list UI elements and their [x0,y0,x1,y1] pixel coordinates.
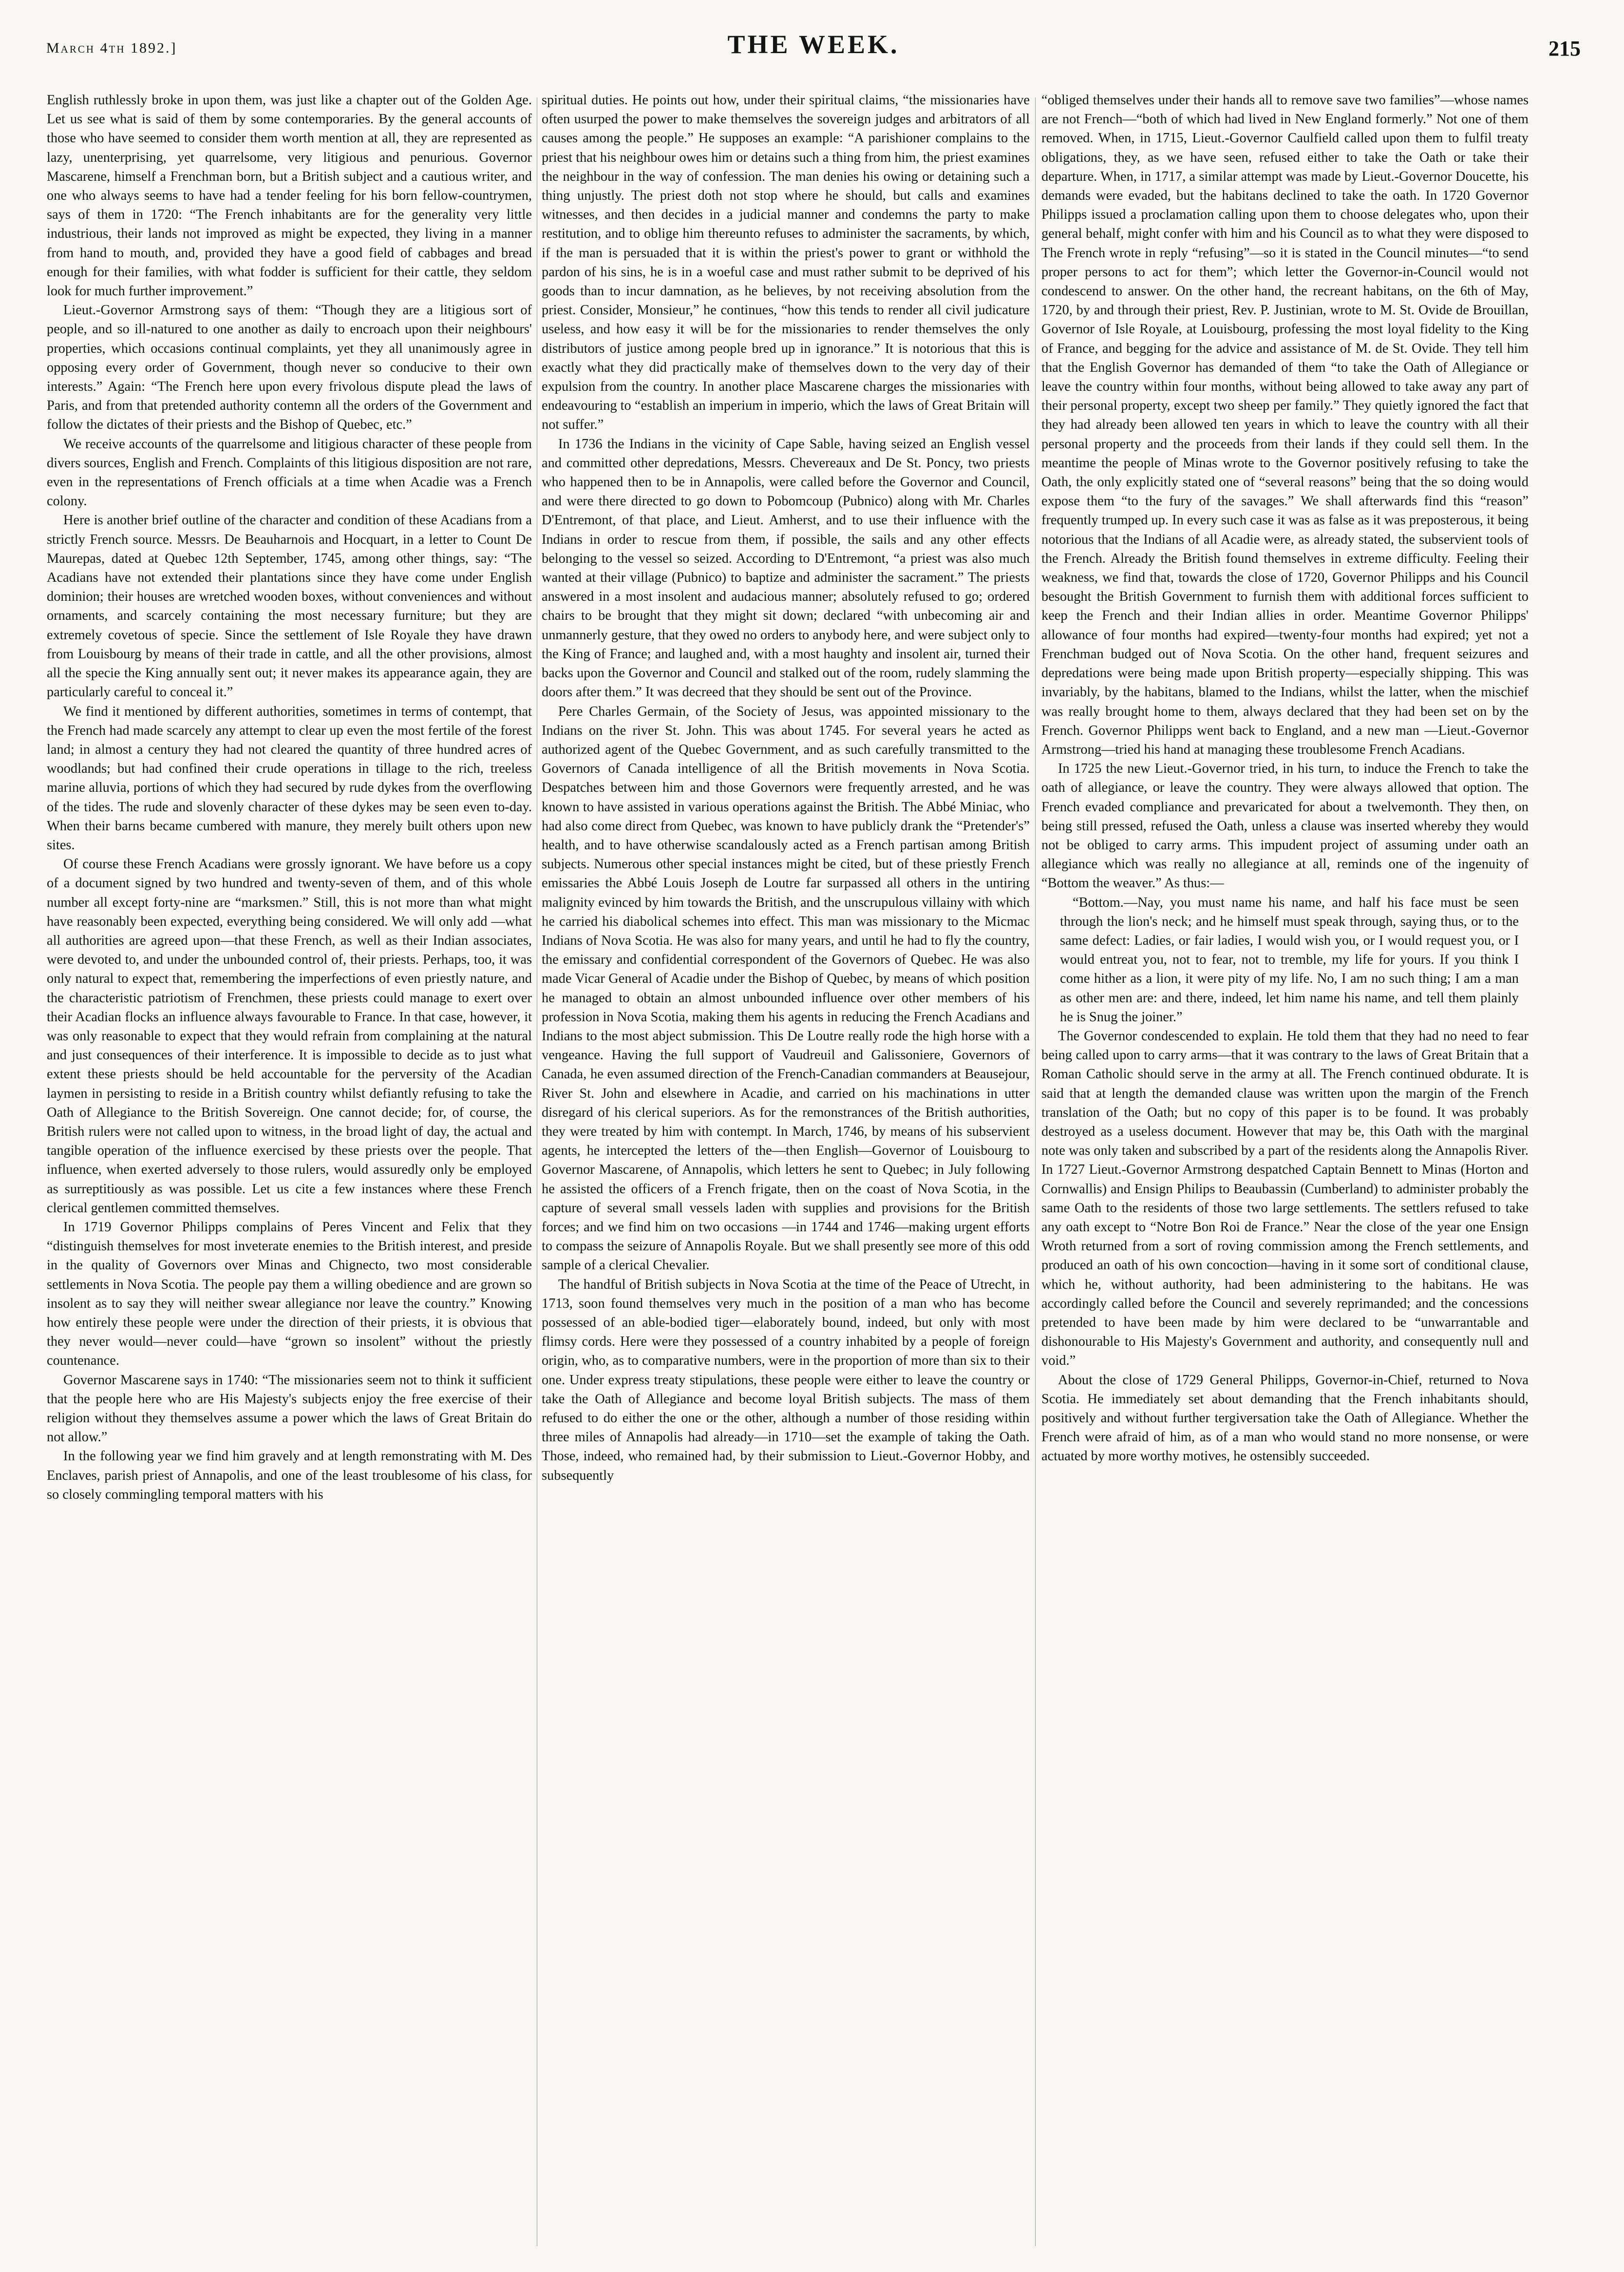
paragraph: In 1736 the Indians in the vicinity of Cape Sable, having seized an English vessel and committed other depredations, Messrs. Chevereaux and De St. Poncy, two priests who happened then to be in Annapolis, were called before the Governor and Council, and were there directed to go down to Pobomcoup (Pubnico) along with Mr. Charles D'Entremont, of that place, and Lieut. Amherst, and to use their influence with the Indians in order to rescue from them, if possible, the sails and any other effects belonging to the vessel so seized. According to D'Entremont, “a priest was also much wanted at their village (Pubnico) to baptize and administer the sacrament.” The priests answered in a most insolent and audacious manner; absolutely refused to go; ordered chairs to be brought that they might sit down; declared “with unbecoming air and unmannerly gesture, that they owed no orders to anybody here, and were subject only to the King of France; and laughed and, with a most haughty and insolent air, turned their backs upon the Governor and Council and stalked out of the room, rudely slamming the doors after them.” It was decreed that they should be sent out of the Province. [542,436,1030,700]
block-quote: “Bottom.—Nay, you must name his name, and half his face must be seen through the lion's neck; and he himself must speak through, saying thus, or to the same defect: Ladies, or fair ladies, I would wish you, or I would request you, or I would entreat you, not to fear, not to tremble, my life for yours. If you think I come hither as a lion, it were pity of my life. No, I am no such thing; I am a man as other men are: and there, indeed, let him name his name, and tell them plainly he is Snug the joiner.” [1060,895,1519,1025]
paragraph: About the close of 1729 General Philipps, Governor-in-Chief, returned to Nova Scotia. He immediately set about demanding that the French inhabitants should, positively and without further tergiversation take the Oath of Allegiance. Whether the French were afraid of him, as of a man who would stand no more nonsense, or were actuated by more worthy motives, he ostensibly succeeded. [1041,1372,1529,1464]
page-header [46,29,1581,63]
paragraph: Lieut.-Governor Armstrong says of them: “Though they are a litigious sort of people, and so ill-natured to one another as daily to encroach upon their neighbours' properties, which occasions continual complaints, yet they all unanimously agree in opposing every order of Government, though never so conducive to their own interests.” Again: “The French here upon every frivolous dispute plead the laws of Paris, and from that pretended authority contemn all the orders of the Government and follow the dictates of their priests and the Bishop of Quebec, etc.” [47,303,532,433]
paragraph: The Governor condescended to explain. He told them that they had no need to fear being called upon to carry arms—that it was contrary to the laws of Great Britain that a Roman Catholic should serve in the army at all. The French continued obdurate. It is said that at length the demanded clause was written upon the margin of the French translation of the Oath; but no copy of this paper is to be found. It was probably destroyed as a useless document. However that may be, this Oath with the marginal note was only taken and subscribed by a part of the residents along the Annapolis River. In 1727 Lieut.-Governor Armstrong despatched Captain Bennett to Minas (Horton and Cornwallis) and Ensign Philips to Beaubassin (Cumberland) to administer probably the same Oath to the residents of those two large settlements. The settlers refused to take any oath except to “Notre Bon Roi de France.” Near the close of the year one Ensign Wroth returned from a sort of roving commission among the French settlements, and produced an oath of his own concoction—having in it some sort of conditional clause, which he, without authority, had been administering to the habitans. He was accordingly called before the Council and severely reprimanded; and the concessions pretended to have been made by him were declared to be “unwarrantable and dishonourable to His Majesty's Government and authority, and consequently null and void.” [1041,1028,1529,1369]
issue-date: March 4th 1892.] [46,40,177,56]
paragraph: In 1725 the new Lieut.-Governor tried, in his turn, to induce the French to take the oath of allegiance, or leave the country. They were always allowed that option. The French evaded compliance and prevaricated for about a twelvemonth. They then, on being still pressed, refused the Oath, unless a clause was inserted whereby they would not be obliged to carry arms. This impudent project of assuming under oath an allegiance which was really no allegiance at all, reminds one of the ingenuity of “Bottom the weaver.” As thus:— [1041,761,1529,891]
paragraph: In 1719 Governor Philipps complains of Peres Vincent and Felix that they “distinguish themselves for most inveterate enemies to the British interest, and preside in the quality of Governors over Minas and Chignecto, two most considerable settlements in Nova Scotia. The people pay them a willing obedience and are grown so insolent as to say they will neither swear allegiance nor leave the country.” Knowing how entirely these people were under the direction of their priests, it is obvious that they never would—never could—have “grown so insolent” without the priestly countenance. [47,1219,532,1369]
paragraph: The handful of British subjects in Nova Scotia at the time of the Peace of Utrecht, in 1713, soon found themselves very much in the position of a man who has become possessed of an able-bodied tiger—elaborately bound, indeed, but only with most flimsy cords. Here were they possessed of a country inhabited by a people of foreign origin, who, as to comparative numbers, were in the proportion of more than six to their one. Under express treaty stipulations, these people were either to leave the country or take the Oath of Allegiance and become loyal British subjects. The mass of them refused to do either the one or the other, although a number of those residing within three miles of Annapolis had already—in 1710—set the example of taking the Oath. Those, indeed, who remained had, by their submission to Lieut.-Governor Hobby, and subsequently [542,1277,1030,1483]
paragraph: Of course these French Acadians were grossly ignorant. We have before us a copy of a document signed by two hundred and twenty-seven of them, and of this whole number all except forty-nine are “marksmen.” Still, this is not more than what might have reasonably been expected, everything being considered. We will only add —what all authorities are agreed upon—that these French, as well as their Indian associates, were devoted to, and under the unbounded control of, their priests. Perhaps, too, it was only natural to expect that, remembering the imperfections of even priestly nature, and the characteristic patriotism of Frenchmen, these priests could manage to exert over their Acadian flocks an influence always favourable to France. In that case, however, it was only reasonable to expect that they would refrain from complaining at the natural and just consequences of their interference. It is impossible to decide as to just what extent these priests should be held accountable for the perversity of the Acadian laymen in persisting to reside in a British country whilst defiantly refusing to take the Oath of Allegiance to the British Sovereign. One cannot decide; for, of course, the British rulers were not called upon to witness, in the broad light of day, the actual and tangible operation of the influence exercised by these priests over the people. That influence, when exerted adversely to those rulers, would assuredly only be employed as surreptitiously as was possible. Let us cite a few instances where these French clerical gentlemen committed themselves. [47,857,532,1216]
article-column-2 [542,91,1030,2254]
paragraph: spiritual duties. He points out how, under their spiritual claims, “the missionaries have often usurped the power to make themselves the sovereign judges and arbitrators of all causes among the people.” He supposes an example: “A parishioner complains to the priest that his neighbour owes him or detains such a thing from him, the priest examines the neighbour in the way of confession. The man denies his owing or detaining such a thing unjustly. The priest doth not stop where he should, but calls and examines witnesses, and then decides in a judicial manner and condemns the party to make restitution, and to oblige him thereunto refuses to administer the sacraments, by which, if the man is persuaded that it is within the priest's power to grant or withhold the pardon of his sins, he is in a woeful case and must rather submit to be deprived of his goods than to incur damnation, as he believes, by not receiving absolution from the priest. Consider, Monsieur,” he continues, “how this tends to render all civil judicature useless, and how easy it will be for the missionaries to render themselves the only distributors of justice among people bred up in ignorance.” It is notorious that this is exactly what they did practically make of themselves down to the very day of their expulsion from the country. In another place Mascarene charges the missionaries with endeavouring to “establish an imperium in imperio, which the laws of Great Britain will not suffer.” [542,93,1030,433]
paragraph: We find it mentioned by different authorities, sometimes in terms of contempt, that the French had made scarcely any attempt to clear up even the most fertile of the forest land; in almost a century they had not cleared the quantity of three hundred acres of woodlands; but had confined their crude operations in tillage to the rich, treeless marine alluvia, portions of which they had secured by rude dykes from the overflowing of the tides. The rude and slovenly character of these dykes may be seen even to-day. When their barns became cumbered with manure, they merely built others upon new sites. [47,704,532,853]
paragraph: In the following year we find him gravely and at length remonstrating with M. Des Enclaves, parish priest of Annapolis, and one of the least troublesome of his class, for so closely commingling temporal matters with his [47,1449,532,1502]
paragraph: Pere Charles Germain, of the Society of Jesus, was appointed missionary to the Indians on the river St. John. This was about 1745. For several years he acted as authorized agent of the Quebec Government, and as such carefully transmitted to the Governors of Canada intelligence of all the British movements in Nova Scotia. Despatches between him and those Governors were frequently arrested, and he was known to have assisted in various operations against the British. The Abbé Miniac, who had also come direct from Quebec, was known to have publicly drank the “Pretender's” health, and to have otherwise scandalously acted as a French partisan among British subjects. Numerous other special instances might be cited, but of these priestly French emissaries the Abbé Louis Joseph de Loutre far surpassed all others in the untiring malignity evinced by him towards the British, and the unscrupulous villainy with which he carried his diabolical schemes into effect. This man was missionary to the Micmac Indians of Nova Scotia. He was also for many years, and until he had to fly the country, the emissary and confidential correspondent of the Governors of Quebec. He was also made Vicar General of Acadie under the Bishop of Quebec, by means of which position he managed to obtain an almost unbounded influence over other members of his profession in Nova Scotia, making them his agents in reducing the French Acadians and Indians to the most abject submission. This De Loutre really rode the high horse with a vengeance. Having the full support of Vaudreuil and Galissoniere, Governors of Canada, he even assumed direction of the French-Canadian commanders at Beausejour, River St. John and elsewhere in Acadie, and carried on his machinations in utter disregard of his clerical superiors. As for the remonstrances of the British authorities, they were treated by him with contempt. In March, 1746, by means of his subservient agents, he intercepted the letters of the—then English—Governor of Louisbourg to Governor Mascarene, of Annapolis, which letters he sent to Quebec; in July following he assisted the officers of a French frigate, then on the coast of Nova Scotia, in the capture of several small vessels laden with supplies and provisions for the British forces; and we find him on two occasions —in 1744 and 1746—making urgent efforts to compass the seizure of Annapolis Royale. But we shall presently see more of this odd sample of a clerical Chevalier. [542,704,1030,1273]
paragraph: “obliged themselves under their hands all to remove save two families”—whose names are not French—“both of which had lived in New England formerly.” Not one of them removed. When, in 1715, Lieut.-Governor Caulfield called upon them to fulfil treaty obligations, they, as we have seen, refused either to take the Oath or take their departure. When, in 1717, a similar attempt was made by Lieut.-Governor Doucette, his demands were evaded, but the habitans declined to take the oath. In 1720 Governor Philipps issued a proclamation calling upon them to choose delegates who, upon their general behalf, might confer with him and his Council as to what they were disposed to The French wrote in reply “refusing”—so it is stated in the Council minutes—“to send proper persons to act for them”; which letter the Governor-in-Council would not condescend to answer. On the other hand, the recreant habitans, on the 6th of May, 1720, by and through their priest, Rev. P. Justinian, wrote to M. St. Ovide de Brouillan, Governor of Isle Royale, at Louisbourg, professing the most loyal fidelity to the King of France, and begging for the advice and assistance of M. de St. Ovide. They tell him that the English Governor has demanded of them “to take the Oath of Allegiance or leave the country within four months, without being allowed to take away any part of their personal property, except two sheep per family.” They quietly ignored the fact that they had already been allowed ten years in which to leave the country with all their personal property and the proceeds from their lands if they could sell them. In the meantime the people of Minas wrote to the Governor positively refusing to take the Oath, the only explicitly stated one of “several reasons” being that the so doing would expose them “to the fury of the savages.” We shall afterwards find this “reason” frequently trumped up. In every such case it was as false as it was preposterous, it being notorious that the Indians of all Acadie were, as already stated, the subservient tools of the French. Already the British found themselves in extreme difficulty. Feeling their weakness, we find that, towards the close of 1720, Governor Philipps and his Council besought the British Government to furnish them with additional forces sufficient to keep the French and their Indian allies in order. Meantime Governor Philipps' allowance of four months had expired—twenty-four months had expired; yet not a Frenchman budged out of Nova Scotia. On the other hand, frequent seizures and depredations were being made upon British property—especially shipping. This was invariably, by the habitans, blamed to the Indians, whilst the latter, when the mischief was really brought home to them, always declared that they had been set on by the French. Governor Philipps went back to England, and a new man —Lieut.-Governor Armstrong—tried his hand at managing these troublesome French Acadians. [1041,93,1529,757]
article-column-1 [47,91,532,2254]
paragraph: English ruthlessly broke in upon them, was just like a chapter out of the Golden Age. Let us see what is said of them by some contemporaries. By the general accounts of those who have seemed to consider them worth mention at all, they are represented as lazy, unenterprising, yet quarrelsome, very litigious and penurious. Governor Mascarene, himself a Frenchman born, but a British subject and a cautious writer, and one who always seems to have had a tender feeling for his born fellow-countrymen, says of them in 1720: “The French inhabitants are for the generality very little industrious, their lands not improved as might be expected, they living in a manner from hand to mouth, and, provided they have a good field of cabbages and bread enough for their families, with what fodder is sufficient for their cattle, they seldom look for much further improvement.” [47,93,532,299]
column-divider [1035,97,1036,2246]
masthead-title: THE WEEK. [727,30,900,59]
page-number: 215 [1548,37,1581,60]
paragraph: We receive accounts of the quarrelsome and litigious character of these people from divers sources, English and French. Complaints of this litigious disposition are not rare, even in the representations of French officials at a time when Acadie was a French colony. [47,436,532,509]
paragraph: Here is another brief outline of the character and condition of these Acadians from a strictly French source. Messrs. De Beauharnois and Hocquart, in a letter to Count De Maurepas, dated at Quebec 12th September, 1745, among other things, say: “The Acadians have not extended their plantations since they have come under English dominion; their houses are wretched wooden boxes, without conveniences and without ornaments, and scarcely containing the most necessary furniture; but they are extremely covetous of specie. Since the settlement of Isle Royale they have drawn from Louisbourg by means of their trade in cattle, and all the other provisions, almost all the specie the King annually sent out; it never makes its appearance again, they are particularly careful to conceal it.” [47,513,532,700]
paragraph: Governor Mascarene says in 1740: “The missionaries seem not to think it sufficient that the people here who are His Majesty's subjects enjoy the free exercise of their religion without they themselves assume a power which the laws of Great Britain do not allow.” [47,1372,532,1445]
article-column-3 [1041,91,1529,2254]
